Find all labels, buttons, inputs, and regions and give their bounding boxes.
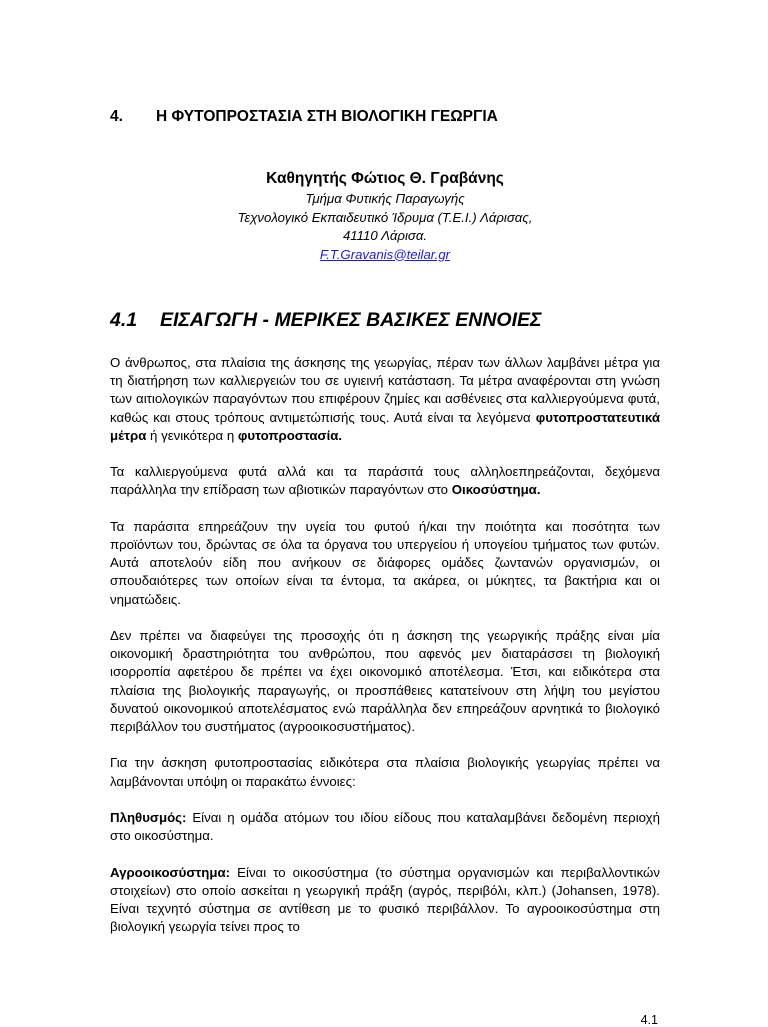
chapter-title: Η ΦΥΤΟΠΡΟΣΤΑΣΙΑ ΣΤΗ ΒΙΟΛΟΓΙΚΗ ΓΕΩΡΓΙΑ xyxy=(156,108,498,125)
population-definition: Είναι η ομάδα ατόμων του ιδίου είδους που καταλαμβάνει δεδομένη περιοχή στο οικοσύστημα. xyxy=(110,810,660,844)
author-email-link[interactable]: F.T.Gravanis@teilar.gr xyxy=(319,246,451,262)
paragraph-4: Δεν πρέπει να διαφεύγει της προσοχής ότι η άσκηση της γεωργικής πράξης είναι μία οικονομική δραστηριότητα του ανθρώπου, που αφενός μεν διαταράσσει τη βιολογική ισορροπία αφετέρου δε πρέπει να έχει οικονομικό αποτέλεσμα. Έτσι, και ειδικότερα στα πλαίσια της βιολογικής παραγωγής, οι προσπάθειες κατατείνουν στη λήψη του μεγίστου δυνατού οικονομικού αποτελέσματος ενώ παράλληλα δεν επηρεάζουν αρνητικά το βιολογικό περιβάλλον του συστήματος (αγροοικοσυστήματος). xyxy=(110,628,660,735)
paragraph-population xyxy=(110,809,660,845)
author-name: Καθηγητής Φώτιος Θ. Γραβάνης xyxy=(266,170,504,187)
paragraph-2-text: Τα καλλιεργούμενα φυτά αλλά και τα παράσιτά τους αλληλοεπηρεάζονται, δεχόμενα παράλληλα την επίδραση των αβιοτικών παραγόντων στο xyxy=(110,464,660,498)
term-agroecosystem: Αγροοικοσύστημα: xyxy=(110,864,231,880)
chapter-heading xyxy=(110,108,498,126)
author-address: 41110 Λάρισα. xyxy=(342,228,428,243)
term-plant-protection-measures: φυτοπροστατευτικά μέτρα xyxy=(110,409,660,443)
paragraph-1 xyxy=(110,354,660,445)
section-heading xyxy=(110,309,542,332)
paragraph-3: Τα παράσιτα επηρεάζουν την υγεία του φυτού ή/και την ποιότητα και ποσότητα των προϊόντων του, δρώντας σε όλα τα όργανα του υπεργείου ή υπογείου τμήματος των φυτών. Αυτά αποτελούν είδη που ανήκουν σε διάφορες ομάδες ζωντανών οργανισμών, οι σπουδαιότερες των οποίων είναι τα έντομα, τα ακάρεα, οι μύκητες, τα βακτήρια και οι νηματώδεις. xyxy=(110,518,660,607)
author-institution: Τεχνολογικό Εκπαιδευτικό Ίδρυμα (Τ.Ε.Ι.) Λάρισας, xyxy=(237,209,533,225)
section-title: ΕΙΣΑΓΩΓΗ - ΜΕΡΙΚΕΣ ΒΑΣΙΚΕΣ ΕΝΝΟΙΕΣ xyxy=(160,309,542,331)
section-number: 4.1 xyxy=(110,309,138,331)
agroecosystem-definition: Είναι το οικοσύστημα (το σύστημα οργανισμών και περιβαλλοντικών στοιχείων) στο οποίο ασκείται η γεωργική πράξη (αγρός, περιβόλι, κλπ.) (Johansen, 1978). Είναι τεχνητό σύστημα σε αντίθεση με το φυσικό περιβάλλον. Το αγροοικοσύστημα στη βιολογική γεωργία τείνει προς το xyxy=(110,864,660,935)
paragraph-5: Για την άσκηση φυτοπροστασίας ειδικότερα στα πλαίσια βιολογικής γεωργίας πρέπει να λαμβάνονται υπόψη οι παρακάτω έννοιες: xyxy=(110,755,660,789)
chapter-number: 4. xyxy=(110,108,123,125)
paragraph-1-text: Ο άνθρωπος, στα πλαίσια της άσκησης της γεωργίας, πέραν των άλλων λαμβάνει μέτρα για τη διατήρηση των καλλιεργειών του σε υγιεινή κατάσταση. Τα μέτρα αναφέρονται στη γνώση των αιτιολογικών παραγόντων που επιφέρουν ζημίες και ασθένειες στα καλλιεργούμενα φυτά, καθώς και στους τρόπους αντιμετώπισής τους. Αυτά είναι τα λεγόμενα xyxy=(110,355,660,425)
author-block xyxy=(110,168,660,264)
body-text xyxy=(110,354,660,936)
term-plant-protection: φυτοπροστασία. xyxy=(237,427,343,443)
author-department: Τμήμα Φυτικής Παραγωγής xyxy=(305,191,465,206)
paragraph-2 xyxy=(110,463,660,499)
term-ecosystem: Οικοσύστημα. xyxy=(451,482,541,498)
paragraph-1-mid: ή γενικότερα η xyxy=(146,427,238,443)
paragraph-agroecosystem xyxy=(110,864,660,937)
page-number: 4.1 xyxy=(640,1013,658,1027)
term-population: Πληθυσμός: xyxy=(110,810,187,825)
